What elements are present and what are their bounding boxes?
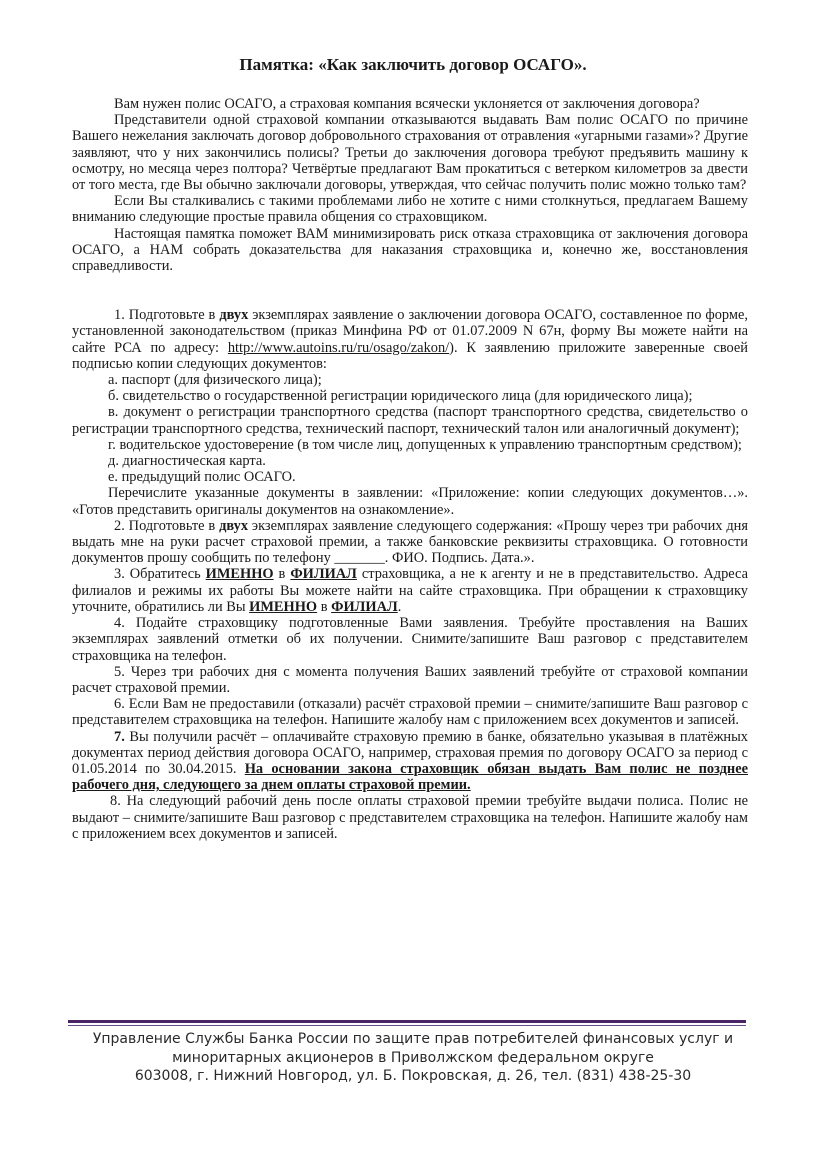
emphasis-text: ФИЛИАЛ <box>290 566 357 583</box>
step-3: 3. Обратитесь ИМЕННО в ФИЛИАЛ страховщика, а не к агенту и не в представительство. Адреса филиалов и режимы их работы Вы можете найти на сайте страховщика. При обращении к страховщику уточните, обратились ли Вы ИМЕННО в ФИЛИАЛ. <box>72 566 748 615</box>
intro-paragraph-1: Вам нужен полис ОСАГО, а страховая компания всячески уклоняется от заключения договора? <box>114 96 700 112</box>
step-8: 8. На следующий рабочий день после оплаты страховой премии требуйте выдачи полиса. Полис не выдают – снимите/запишите Ваш разговор с представителем страховщика на телефон. Напишите жалобу нам с приложением всех документов и записей. <box>72 793 748 842</box>
doc-item-e: е. предыдущий полис ОСАГО. <box>108 469 296 486</box>
doc-item-g: г. водительское удостоверение (в том числе лиц, допущенных к управлению транспортным средством); <box>108 436 742 453</box>
document-body <box>72 96 748 842</box>
emphasis-text: двух <box>219 517 249 534</box>
documents-note: Перечислите указанные документы в заявлении: «Приложение: копии следующих документов…». «Готов представить оригиналы документов на ознакомление». <box>72 485 748 518</box>
emphasis-text: ИМЕННО <box>205 566 274 583</box>
rsa-form-link[interactable]: http://www.autoins.ru/ru/osago/zakon/ <box>227 339 450 356</box>
step-4: 4. Подайте страховщику подготовленные Вами заявления. Требуйте проставления на Ваших экземплярах заявлений отметки об их получении. Снимите/запишите Ваш разговор с представителем страховщика на телефон. <box>72 615 748 664</box>
intro-paragraph-4: Настоящая памятка поможет ВАМ минимизировать риск отказа страховщика от заключения договора ОСАГО, а НАМ собрать доказательства для наказания страховщика и, конечно же, восстановления справедливости. <box>72 225 748 275</box>
doc-item-v: в. документ о регистрации транспортного средства (паспорт транспортного средства, свидетельство о регистрации транспортного средства, технический паспорт, технический талон или аналогичный документ); <box>72 404 748 437</box>
step-2: 2. Подготовьте в двух экземплярах заявление следующего содержания: «Прошу через три рабочих дня выдать мне на руки расчет страховой премии, а также банковские реквизиты страховщика. О готовности документов прошу сообщить по телефону _______. ФИО. Подпись. Дата.». <box>72 517 748 567</box>
step-number: 7. <box>114 728 125 745</box>
doc-item-b: б. свидетельство о государственной регистрации юридического лица (для юридического лица); <box>108 388 693 405</box>
footer-address: 603008, г. Нижний Новгород, ул. Б. Покровская, д. 26, тел. (831) 438-25-30 <box>134 1068 692 1084</box>
intro-paragraph-3: Если Вы сталкивались с такими проблемами либо не хотите с ними столкнуться, предлагаем Вашему вниманию следующие простые правила общения со страховщиком. <box>72 193 748 226</box>
section-spacer <box>72 274 748 307</box>
step-1: 1. Подготовьте в двух экземплярах заявление о заключении договора ОСАГО, составленное по форме, установленной законодательством (приказ Минфина РФ от 01.07.2009 N 67н, форму Вы можете найти на сайте РСА по адресу: http://www.autoins.ru/ru/osago/zakon/). К заявлению приложите заверенные своей подписью копии следующих документов: <box>72 307 749 372</box>
step-6: 6. Если Вам не предоставили (отказали) расчёт страховой премии – снимите/запишите Ваш разговор с представителем страховщика на телефон. Напишите жалобу нам с приложением всех документов и записей. <box>72 696 748 729</box>
step-5: 5. Через три рабочих дня с момента получения Ваших заявлений требуйте от страховой компании расчет страховой премии. <box>72 663 748 696</box>
emphasis-text: ИМЕННО <box>249 598 318 615</box>
footer-divider <box>68 1020 746 1023</box>
doc-item-d: д. диагностическая карта. <box>108 453 266 470</box>
footer-org-line-1: Управление Службы Банка России по защите прав потребителей финансовых услуг и <box>92 1031 734 1047</box>
emphasis-text: ФИЛИАЛ <box>331 598 398 615</box>
footer <box>40 1030 786 1086</box>
intro-paragraph-2: Представители одной страховой компании отказываются выдавать Вам полис ОСАГО по причине Вашего нежелания заключать договор добровольного страхования от отравления «угарными газами»? Другие заявляют, что у них закончились полисы? Третьи до заключения договора требуют предъявить машину к осмотру, но месяца через полтора? Четвёртые предлагают Вам прокатиться с ветерком километров за двести от того места, где Вы обычно заключали договоры, утверждая, что сейчас получить полис можно только там? <box>72 112 748 194</box>
legal-obligation-text: На основании закона страховщик обязан выдать Вам полис не позднее рабочего дня, следующего за днем оплаты страховой премии. <box>72 760 748 794</box>
emphasis-text: двух <box>219 307 249 324</box>
doc-item-a: а. паспорт (для физического лица); <box>108 372 322 389</box>
footer-divider-thin <box>68 1025 746 1026</box>
step-7: 7. Вы получили расчёт – оплачивайте страховую премию в банке, обязательно указывая в платёжных документах период действия договора ОСАГО, например, страховая премия по договору ОСАГО за период с 01.05.2014 по 30.04.2015. На основании закона страховщик обязан выдать Вам полис не позднее рабочего дня, следующего за днем оплаты страховой премии. <box>72 728 748 794</box>
page-title: Памятка: «Как заключить договор ОСАГО». <box>239 55 587 74</box>
footer-org-line-2: миноритарных акционеров в Приволжском федеральном округе <box>172 1049 654 1066</box>
